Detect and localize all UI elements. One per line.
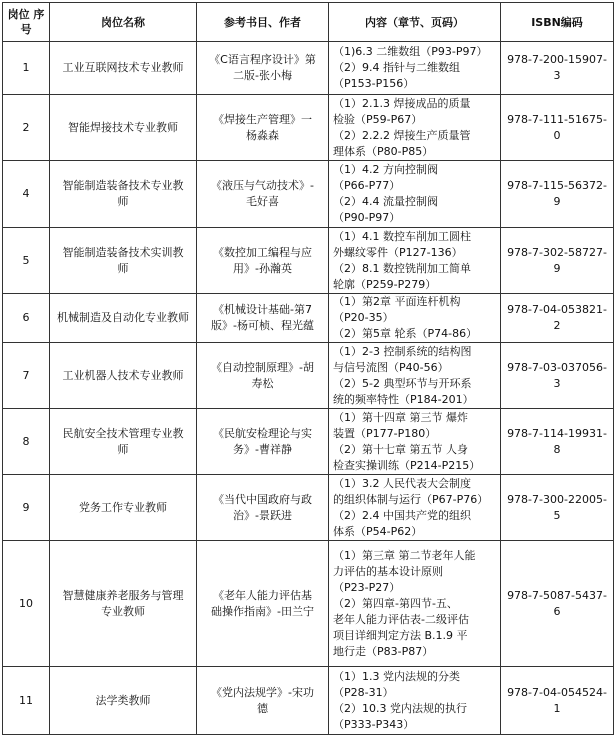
- cell-post-line: 工业机器人技术专业教师: [62, 368, 184, 382]
- cell-post-line: 机械制造及自动化专业教师: [57, 311, 189, 324]
- cell-post-line: 民航安全技术管理专业教: [62, 426, 184, 440]
- cell-content-line: （1）2-3 控制系统的结构图: [333, 344, 472, 358]
- cell-content: [329, 161, 501, 228]
- cell-content-line: （2）10.3 党内法规的执行: [333, 701, 467, 715]
- cell-content-line: 力评估的基本设计原则: [333, 564, 443, 578]
- cell-post: [50, 475, 197, 541]
- cell-book-line: 础操作指南》-田兰宁: [211, 604, 314, 618]
- cell-post: [50, 95, 197, 161]
- cell-content: [329, 42, 501, 95]
- cell-content-line: （P153-P156）: [333, 77, 415, 90]
- cell-no: 4: [3, 161, 50, 228]
- cell-content: [329, 541, 501, 667]
- cell-content: [329, 343, 501, 409]
- cell-book: [197, 475, 329, 541]
- cell-post: [50, 343, 197, 409]
- cell-post: [50, 42, 197, 95]
- cell-post: [50, 541, 197, 667]
- cell-post: [50, 228, 197, 294]
- table-row: [3, 409, 614, 475]
- table-row: [3, 161, 614, 228]
- cell-post: [50, 161, 197, 228]
- cell-content-line: （2）第十七章 第五节 人身: [333, 442, 468, 456]
- cell-post-line: 工业互联网技术专业教师: [62, 61, 184, 74]
- cell-post-line: 智能制造装备技术实训教: [62, 245, 184, 259]
- cell-content: [329, 475, 501, 541]
- cell-book-line: 《民航安检理论与实: [213, 426, 312, 440]
- cell-book-line: 《自动控制原理》-胡: [211, 360, 314, 374]
- header-content: 内容（章节、页码）: [329, 3, 501, 42]
- cell-book-line: 《老年人能力评估基: [213, 588, 312, 602]
- cell-book-line: 毛好喜: [246, 195, 279, 208]
- cell-post-line: 师: [117, 261, 129, 275]
- table-row: [3, 475, 614, 541]
- cell-post: [50, 294, 197, 343]
- header-book: 参考书目、作者: [197, 3, 329, 42]
- cell-book-line: 杨淼森: [246, 128, 279, 142]
- table-row: [3, 294, 614, 343]
- table-row: [3, 228, 614, 294]
- reference-table: [2, 2, 614, 735]
- cell-content-line: 统的频率特性（P184-201）: [333, 392, 474, 406]
- cell-no: 5: [3, 228, 50, 294]
- cell-post-line: 师: [117, 442, 129, 456]
- cell-content: [329, 294, 501, 343]
- cell-isbn: 978-7-111-51675-0: [501, 95, 614, 161]
- cell-content-line: （2）第5章 轮系（P74-86）: [333, 327, 478, 340]
- cell-content-line: （2）8.1 数控铣削加工简单: [333, 261, 471, 275]
- cell-isbn: 978-7-04-053821-2: [501, 294, 614, 343]
- cell-book: [197, 228, 329, 294]
- cell-isbn: 978-7-5087-5437-6: [501, 541, 614, 667]
- cell-book: [197, 667, 329, 735]
- cell-book-line: 《焊接生产管理》一: [213, 112, 312, 126]
- table-body: [3, 42, 614, 735]
- cell-book-line: 《当代中国政府与政: [213, 492, 312, 506]
- cell-content-line: 检查实操训练（P214-P215）: [333, 458, 481, 472]
- cell-content-line: 理体系（P80-P85）: [333, 144, 434, 158]
- cell-content-line: （P333-P343）: [333, 717, 415, 731]
- cell-content: [329, 409, 501, 475]
- header-post: 岗位名称: [50, 3, 197, 42]
- cell-content-line: 的组织体制与运行（P67-P76）: [333, 492, 489, 506]
- cell-content-line: 体系（P54-P62）: [333, 524, 423, 538]
- table-row: [3, 541, 614, 667]
- cell-content: [329, 228, 501, 294]
- cell-no: 9: [3, 475, 50, 541]
- table-row: [3, 343, 614, 409]
- cell-book: [197, 409, 329, 475]
- table-row: [3, 95, 614, 161]
- cell-book-line: 德: [257, 701, 268, 715]
- cell-book: [197, 161, 329, 228]
- cell-book-line: 《C语言程序设计》第: [209, 53, 316, 66]
- header-isbn: ISBN编码: [501, 3, 614, 42]
- cell-no: 1: [3, 42, 50, 95]
- header-row: [3, 3, 614, 42]
- cell-post-line: 师: [117, 195, 129, 208]
- cell-content-line: （1）4.1 数控车削加工圆柱: [333, 229, 471, 243]
- cell-isbn: 978-7-114-19931-8: [501, 409, 614, 475]
- cell-book-line: 治》-景跃进: [233, 508, 292, 522]
- cell-post: [50, 667, 197, 735]
- cell-book: [197, 294, 329, 343]
- cell-post-line: 智慧健康养老服务与管理: [62, 588, 184, 602]
- cell-post-line: 智能制造装备技术专业教: [62, 179, 184, 192]
- cell-book-line: 《数控加工编程与应: [213, 245, 312, 259]
- cell-no: 11: [3, 667, 50, 735]
- cell-content-line: 与信号流图（P40-56）: [333, 360, 449, 374]
- cell-content-line: （2）2.4 中国共产党的组织: [333, 508, 471, 522]
- cell-content-line: （2）2.2.2 焊接生产质量管: [333, 128, 471, 142]
- cell-no: 6: [3, 294, 50, 343]
- cell-isbn: 978-7-115-56372-9: [501, 161, 614, 228]
- cell-content-line: （1）4.2 方向控制阀: [333, 163, 438, 176]
- cell-content-line: 轮廓（P259-P279）: [333, 277, 437, 291]
- cell-book-line: 《机械设计基础-第7: [213, 303, 312, 316]
- cell-book-line: 版》-杨可桢、程光蕴: [211, 319, 314, 332]
- cell-book: [197, 343, 329, 409]
- cell-post-line: 专业教师: [101, 604, 145, 618]
- cell-content-line: 老年人能力评估表-二级评估: [333, 612, 469, 626]
- cell-content-line: 外螺纹零件（P127-136）: [333, 245, 463, 259]
- table-row: [3, 667, 614, 735]
- cell-post-line: 党务工作专业教师: [79, 500, 167, 514]
- cell-content: [329, 667, 501, 735]
- cell-content-line: （2）第四章-第四节-五、: [333, 596, 458, 610]
- cell-content-line: 装置（P177-P180）: [333, 426, 437, 440]
- cell-book-line: 《党内法规学》-宋功: [211, 685, 314, 699]
- cell-content-line: （1）1.3 党内法规的分类: [333, 669, 460, 683]
- cell-content-line: （1）第2章 平面连杆机构: [333, 295, 461, 308]
- cell-content-line: （1)6.3 二维数组（P93-P97）: [333, 45, 488, 58]
- cell-book-line: 寿松: [251, 376, 274, 390]
- cell-content: [329, 95, 501, 161]
- cell-content-line: （P90-P97）: [333, 211, 401, 224]
- cell-content-line: （P23-P27）: [333, 580, 401, 594]
- cell-book-line: 务》-曹祥静: [233, 442, 292, 456]
- cell-content-line: （P66-P77）: [333, 179, 401, 192]
- cell-isbn: 978-7-03-037056-3: [501, 343, 614, 409]
- cell-content-line: 检验（P59-P67）: [333, 112, 423, 126]
- header-no: 岗位 序号: [3, 3, 50, 42]
- cell-content-line: （2）4.4 流量控制阀: [333, 195, 438, 208]
- cell-content-line: （P20-35）: [333, 311, 394, 324]
- cell-post: [50, 409, 197, 475]
- cell-no: 10: [3, 541, 50, 667]
- cell-book-line: 用》-孙瀚英: [233, 261, 292, 275]
- cell-book: [197, 541, 329, 667]
- cell-content-line: （2）9.4 指针与二维数组: [333, 61, 460, 74]
- cell-content-line: （P28-31）: [333, 685, 394, 699]
- cell-content-line: 项目详细判定方法 B.1.9 平: [333, 628, 468, 642]
- cell-content-line: 地行走（P83-P87）: [333, 644, 434, 658]
- cell-content-line: （1）第三章 第二节老年人能: [333, 548, 476, 562]
- cell-book-line: 《液压与气动技术》-: [211, 179, 314, 192]
- cell-content-line: （1）第十四章 第三节 爆炸: [333, 410, 468, 424]
- cell-post-line: 智能焊接技术专业教师: [68, 120, 178, 134]
- cell-content-line: （1）2.1.3 焊接成品的质量: [333, 96, 471, 110]
- cell-content-line: （2）5-2 典型环节与开环系: [333, 376, 472, 390]
- cell-isbn: 978-7-302-58727-9: [501, 228, 614, 294]
- cell-book: [197, 95, 329, 161]
- cell-book-line: 二版-张小梅: [233, 69, 292, 82]
- table-row: [3, 42, 614, 95]
- cell-isbn: 978-7-04-054524-1: [501, 667, 614, 735]
- cell-post-line: 法学类教师: [95, 693, 151, 707]
- cell-isbn: 978-7-300-22005-5: [501, 475, 614, 541]
- cell-book: [197, 42, 329, 95]
- cell-content-line: （1）3.2 人民代表大会制度: [333, 476, 471, 490]
- cell-isbn: 978-7-200-15907-3: [501, 42, 614, 95]
- cell-no: 8: [3, 409, 50, 475]
- cell-no: 7: [3, 343, 50, 409]
- cell-no: 2: [3, 95, 50, 161]
